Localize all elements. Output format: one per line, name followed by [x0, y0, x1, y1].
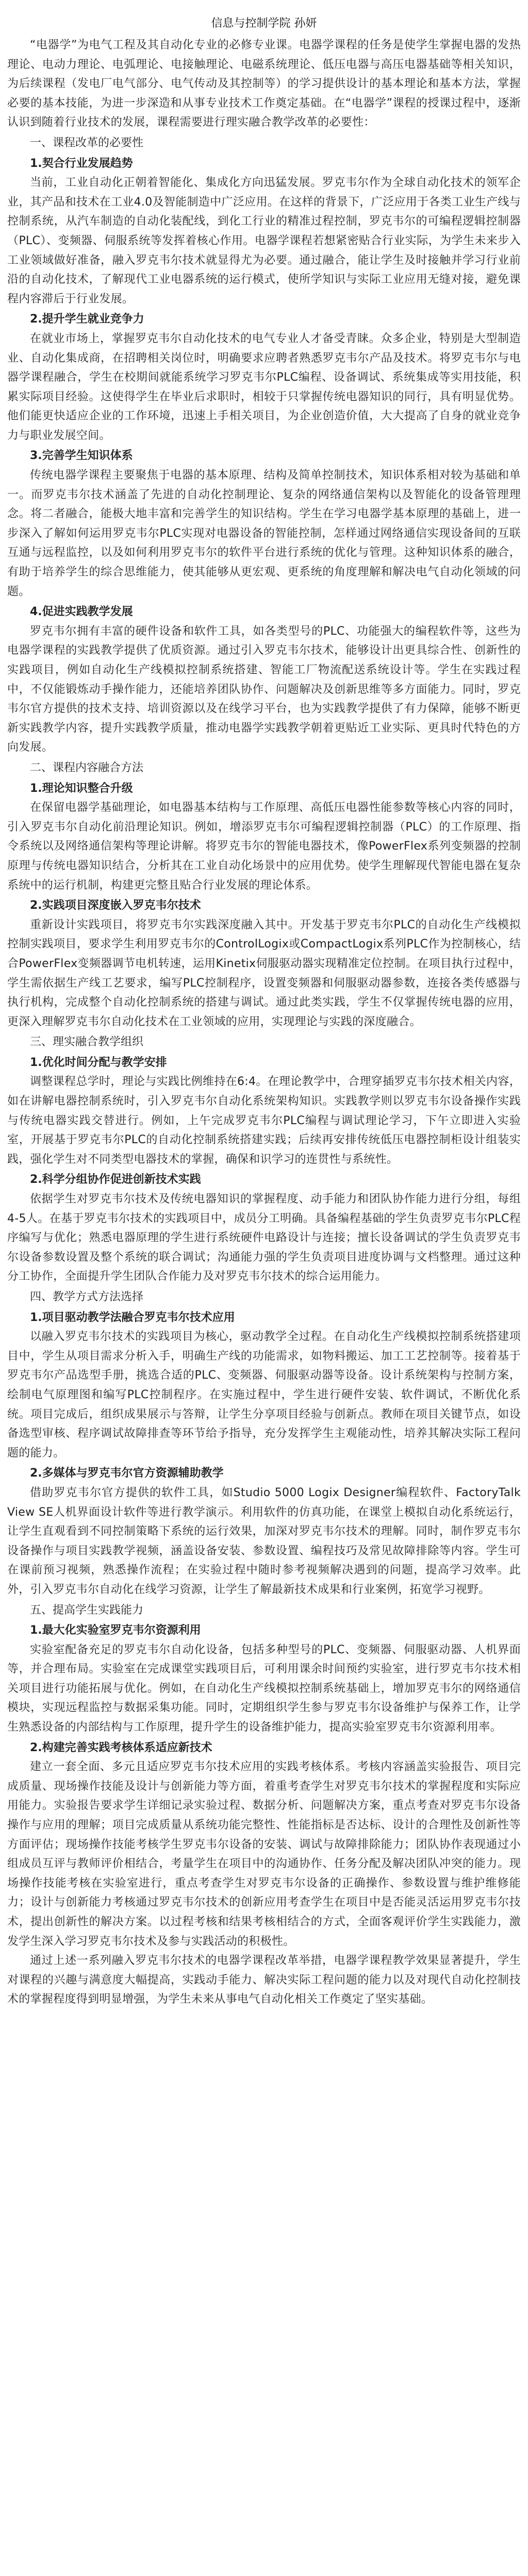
subsection-title: 4.促进实践教学发展 [30, 605, 133, 619]
subsection-title: 1.契合行业发展趋势 [30, 157, 133, 170]
body-paragraph: 罗克韦尔拥有丰富的硬件设备和软件工具，如各类型号的PLC、功能强大的编程软件等，这些为电器学课程的实践教学提供了优质资源。通过引入罗克韦尔技术，能够设计出更具综合性、创新性的实践项目，例如自动化生产线模拟控制系统搭建、智能工厂物流配送系统设计等。学生在实践过程中，不仅能锻炼动手操作能力，还能培养团队协作、问题解决及创新思维等多方面能力。同时，罗克韦尔官方提供的技术支持、培训资源以及在线学习平台，也为实践教学提供了有力保障，能够不断更新实践教学内容，提升实践教学质量，推动电器学实践教学朝着更贴近工业实际、更具时代特色的方向发展。 [7, 624, 521, 754]
section-heading: 五、提高学生实践能力 [30, 1603, 144, 1617]
subsection-title: 2.提升学生就业竞争力 [30, 313, 144, 326]
body-paragraph: 建立一套全面、多元且适应罗克韦尔技术应用的实践考核体系。考核内容涵盖实验报告、项目完成质量、现场操作技能及设计与创新能力等方面，着重考查学生对罗克韦尔技术的掌握程度和实际应用能力。实验报告要求学生详细记录实验过程、数据分析、问题解决方案，重点考查对罗克韦尔设备操作与应用的理解；项目完成质量从系统功能完整性、性能指标是否达标、设计的合理性及创新性等方面评估；现场操作技能考核学生罗克韦尔设备的安装、调试与故障排除能力；团队协作表现通过小组成员互评与教师评价相结合，考量学生在项目中的沟通协作、任务分配及解决团队冲突的能力。现场操作技能考核在实验室进行，重点考查学生对罗克韦尔设备的正确操作、参数设置与维护维修能力；设计与创新能力考核通过罗克韦尔技术的创新应用考查学生在项目中是否能灵活运用罗克韦尔技术，提出创新性的解决方案。以过程考核和结果考核相结合的方式，全面客观评价学生实践能力，激发学生深入学习罗克韦尔技术及参与实践活动的积极性。 [7, 1760, 521, 1948]
closing-paragraph: 通过上述一系列融入罗克韦尔技术的电器学课程改革举措，电器学课程教学效果显著提升，学生对课程的兴趣与满意度大幅提高，实践动手能力、解决实际工程问题的能力以及对现代自动化控制技术的掌握程度得到明显增强，为学生未来从事电气自动化相关工作奠定了坚实基础。 [7, 1954, 521, 2006]
subsection-title: 2.实践项目深度嵌入罗克韦尔技术 [30, 899, 201, 912]
body-paragraph: 以融入罗克韦尔技术的实践项目为核心，驱动教学全过程。在自动化生产线模拟控制系统搭建项目中，学生从项目需求分析入手，明确生产线的功能需求，如物料搬运、加工工艺控制等。接着基于罗克韦尔产品选型手册，挑选合适的PLC、变频器、伺服驱动器等设备。设计系统架构与控制方案，绘制电气原理图和编写PLC控制程序。在实施过程中，学生进行硬件安装、软件调试，不断优化系统。项目完成后，组织成果展示与答辩，让学生分享项目经验与创新点。教师在项目关键节点，如设备选型审核、程序调试故障排查等环节给予指导，充分发挥学生主观能动性，培养其解决实际工程问题的能力。 [7, 1330, 521, 1460]
section [7, 1601, 521, 1952]
body-paragraph: 在就业市场上，掌握罗克韦尔自动化技术的电气专业人才备受青睐。众多企业，特别是大型制造业、自动化集成商，在招聘相关岗位时，明确要求应聘者熟悉罗克韦尔产品及技术。将罗克韦尔与电器学课程融合，学生在校期间就能系统学习罗克韦尔PLC编程、设备调试、系统集成等实用技能，积累实际项目经验。这使得学生在毕业后求职时，相较于只掌握传统电器知识的同行，具有明显优势。他们能更快适应企业的工作环境，迅速上手相关项目，为企业创造价值，大大提高了自身的就业竞争力与职业发展空间。 [7, 332, 521, 442]
section-heading: 三、理实融合教学组织 [30, 1036, 144, 1049]
body-paragraph: 在保留电器学基础理论，如电器基本结构与工作原理、高低压电器性能参数等核心内容的同时，引入罗克韦尔自动化前沿理论知识。例如，增添罗克韦尔可编程逻辑控制器（PLC）的工作原理、指令系统以及网络通信架构等理论讲解。将罗克韦尔的智能电器技术，像PowerFlex系列变频器的控制原理与传统电器知识结合，分析其在工业自动化场景中的应用优势。使学生理解现代智能电器在复杂系统中的运行机制，构建更完整且贴合行业发展的理论体系。 [7, 801, 521, 892]
subsection-title: 3.完善学生知识体系 [30, 449, 133, 463]
body-paragraph: 调整课程总学时，理论与实践比例维持在6:4。在理论教学中，合理穿插罗克韦尔技术相关内容，如在讲解电器控制系统时，引入罗克韦尔自动化系统架构知识。实践教学则以罗克韦尔设备操作实践与传统电器实践交替进行。例如，上午完成罗克韦尔PLC编程与调试理论学习，下午立即进入实验室，开展基于罗克韦尔PLC的自动化控制系统搭建实践；后续再安排传统低压电器控制柜设计组装实践，强化学生对不同类型电器技术的掌握，确保和识学习的连贯性与系统性。 [7, 1075, 521, 1166]
author-line: 信息与控制学院 孙妍 [211, 17, 317, 30]
body-paragraph: 重新设计实践项目，将罗克韦尔实践深度融入其中。开发基于罗克韦尔PLC的自动化生产线模拟控制实践项目，要求学生利用罗克韦尔的ControlLogix或CompactLogix系列PLC作为控制核心，结合PowerFlex变频器调节电机转速，运用Kinetix伺服驱动器实现精准定位控制。在项目执行过程中，学生需依据生产线工艺要求，编写PLC控制程序，设置变频器和伺服驱动器参数，连接各类传感器与执行机构，完成整个自动化控制系统的搭建与调试。通过此类实践，学生不仅掌握传统电器的应用，更深入理解罗克韦尔自动化技术在工业领域的应用，实现理论与实践的深度融合。 [7, 918, 521, 1028]
body-paragraph: 当前，工业自动化正朝着智能化、集成化方向迅猛发展。罗克韦尔作为全球自动化技术的领军企业，其产品和技术在工业4.0及智能制造中广泛应用。在这样的背景下，广泛应用于各类工业生产线与控制系统，从汽车制造的自动化装配线，到化工行业的精准过程控制，罗克韦尔的可编程逻辑控制器（PLC）、变频器、伺服系统等发挥着核心作用。电器学课程若想紧密贴合行业实际，为学生未来步入工业领域做好准备，融入罗克韦尔技术就显得尤为必要。通过融合，能让学生及时接触并学习行业前沿的自动化技术，了解现代工业电器系统的运行模式，使所学知识与实际工业应用无缝对接，避免课程内容滞后于行业发展。 [7, 176, 521, 306]
intro-paragraph: “电器学”为电气工程及其自动化专业的必修专业课。电器学课程的任务是使学生掌握电器的发热理论、电动力理论、电弧理论、电接触理论、电磁系统理论、低压电器与高压电器基础等相关知识，为后续课程（发电厂电气部分、电气传动及其控制等）的学习提供设计的基本理论和基本方法，掌握必要的基本技能，为进一步深造和从事专业技术工作奠定基础。在“电器学”课程的授课过程中，逐渐认识到随着行业技术的发展，课程需要进行理实融合教学改革的必要性： [7, 39, 521, 129]
body-paragraph: 依据学生对罗克韦尔技术及传统电器知识的掌握程度、动手能力和团队协作能力进行分组，每组4-5人。在基于罗克韦尔技术的实践项目中，成员分工明确。具备编程基础的学生负责罗克韦尔PLC程序编写与优化；熟悉电器原理的学生进行系统硬件电路设计与连接；擅长设备调试的学生负责罗克韦尔设备参数设置及整个系统的联合调试；沟通能力强的学生负责项目进度协调与文档整理。通过这种分工协作，全面提升学生团队合作能力及对罗克韦尔技术的综合运用能力。 [7, 1193, 521, 1283]
subsection-title: 1.最大化实验室罗克韦尔资源利用 [30, 1624, 201, 1637]
section [7, 758, 521, 1031]
section-heading: 二、课程内容融合方法 [30, 761, 144, 774]
subsection-title: 2.多媒体与罗克韦尔官方资源辅助教学 [30, 1467, 224, 1480]
sections-container [7, 133, 521, 1951]
subsection-title: 1.项目驱动教学法融合罗克韦尔技术应用 [30, 1311, 235, 1324]
body-paragraph: 传统电器学课程主要聚焦于电器的基本原理、结构及简单控制技术，知识体系相对较为基础和单一。而罗克韦尔技术涵盖了先进的自动化控制理论、复杂的网络通信架构以及智能化的设备管理理念。将二者融合，能极大地丰富和完善学生的知识结构。学生在学习电器学基本原理的基础上，进一步深入了解如何运用罗克韦尔PLC实现对电器设备的智能控制，怎样通过网络通信实现设备间的互联互通与远程监控，以及如何利用罗克韦尔的软件平台进行系统的优化与管理。这种知识体系的融合，有助于培养学生的综合思维能力，使其能够从更宏观、更系统的角度理解和解决电气自动化领域的问题。 [7, 469, 521, 598]
subsection-title: 1.优化时间分配与教学安排 [30, 1056, 167, 1069]
subsection-title: 1.理论知识整合升级 [30, 782, 133, 795]
section [7, 133, 521, 757]
subsection-title: 2.构建完善实践考核体系适应新技术 [30, 1741, 212, 1754]
section [7, 1287, 521, 1600]
section [7, 1032, 521, 1286]
subsection-title: 2.科学分组协作促进创新技术实践 [30, 1173, 201, 1187]
section-heading: 一、课程改革的必要性 [30, 136, 144, 149]
section-heading: 四、教学方式方法选择 [30, 1291, 144, 1303]
body-paragraph: 借助罗克韦尔官方提供的软件工具，如Studio 5000 Logix Designer编程软件、FactoryTalk View SE人机界面设计软件等进行教学演示。利用软件的仿真功能，在课堂上模拟自动化系统运行，让学生直观看到不同控制策略下系统的运行效果，加深对罗克韦尔技术的理解。同时，制作罗克韦尔设备操作与项目实践教学视频，涵盖设备安装、参数设置、编程技巧及常见故障排除等内容。学生可在课前预习视频，熟悉操作流程；在实验过程中随时参考视频解决遇到的问题，提高学习效率。此外，引入罗克韦尔自动化在线学习资源，让学生了解最新技术成果和行业案例，拓宽学习视野。 [7, 1486, 521, 1596]
body-paragraph: 实验室配备充足的罗克韦尔自动化设备，包括多种型号的PLC、变频器、伺服驱动器、人机界面等，并合理布局。实验室在完成课堂实践项目后，可利用课余时间预约实验室，进行罗克韦尔技术相关项目进行功能拓展与优化。例如，在自动化生产线模拟控制系统基础上，增加罗克韦尔的网络通信模块，实现远程监控与数据采集功能。同时，定期组织学生参与罗克韦尔设备维护与保养工作，让学生熟悉设备的内部结构与工作原理，提升学生的设备维护能力，提高实验室罗克韦尔资源利用率。 [7, 1643, 521, 1734]
